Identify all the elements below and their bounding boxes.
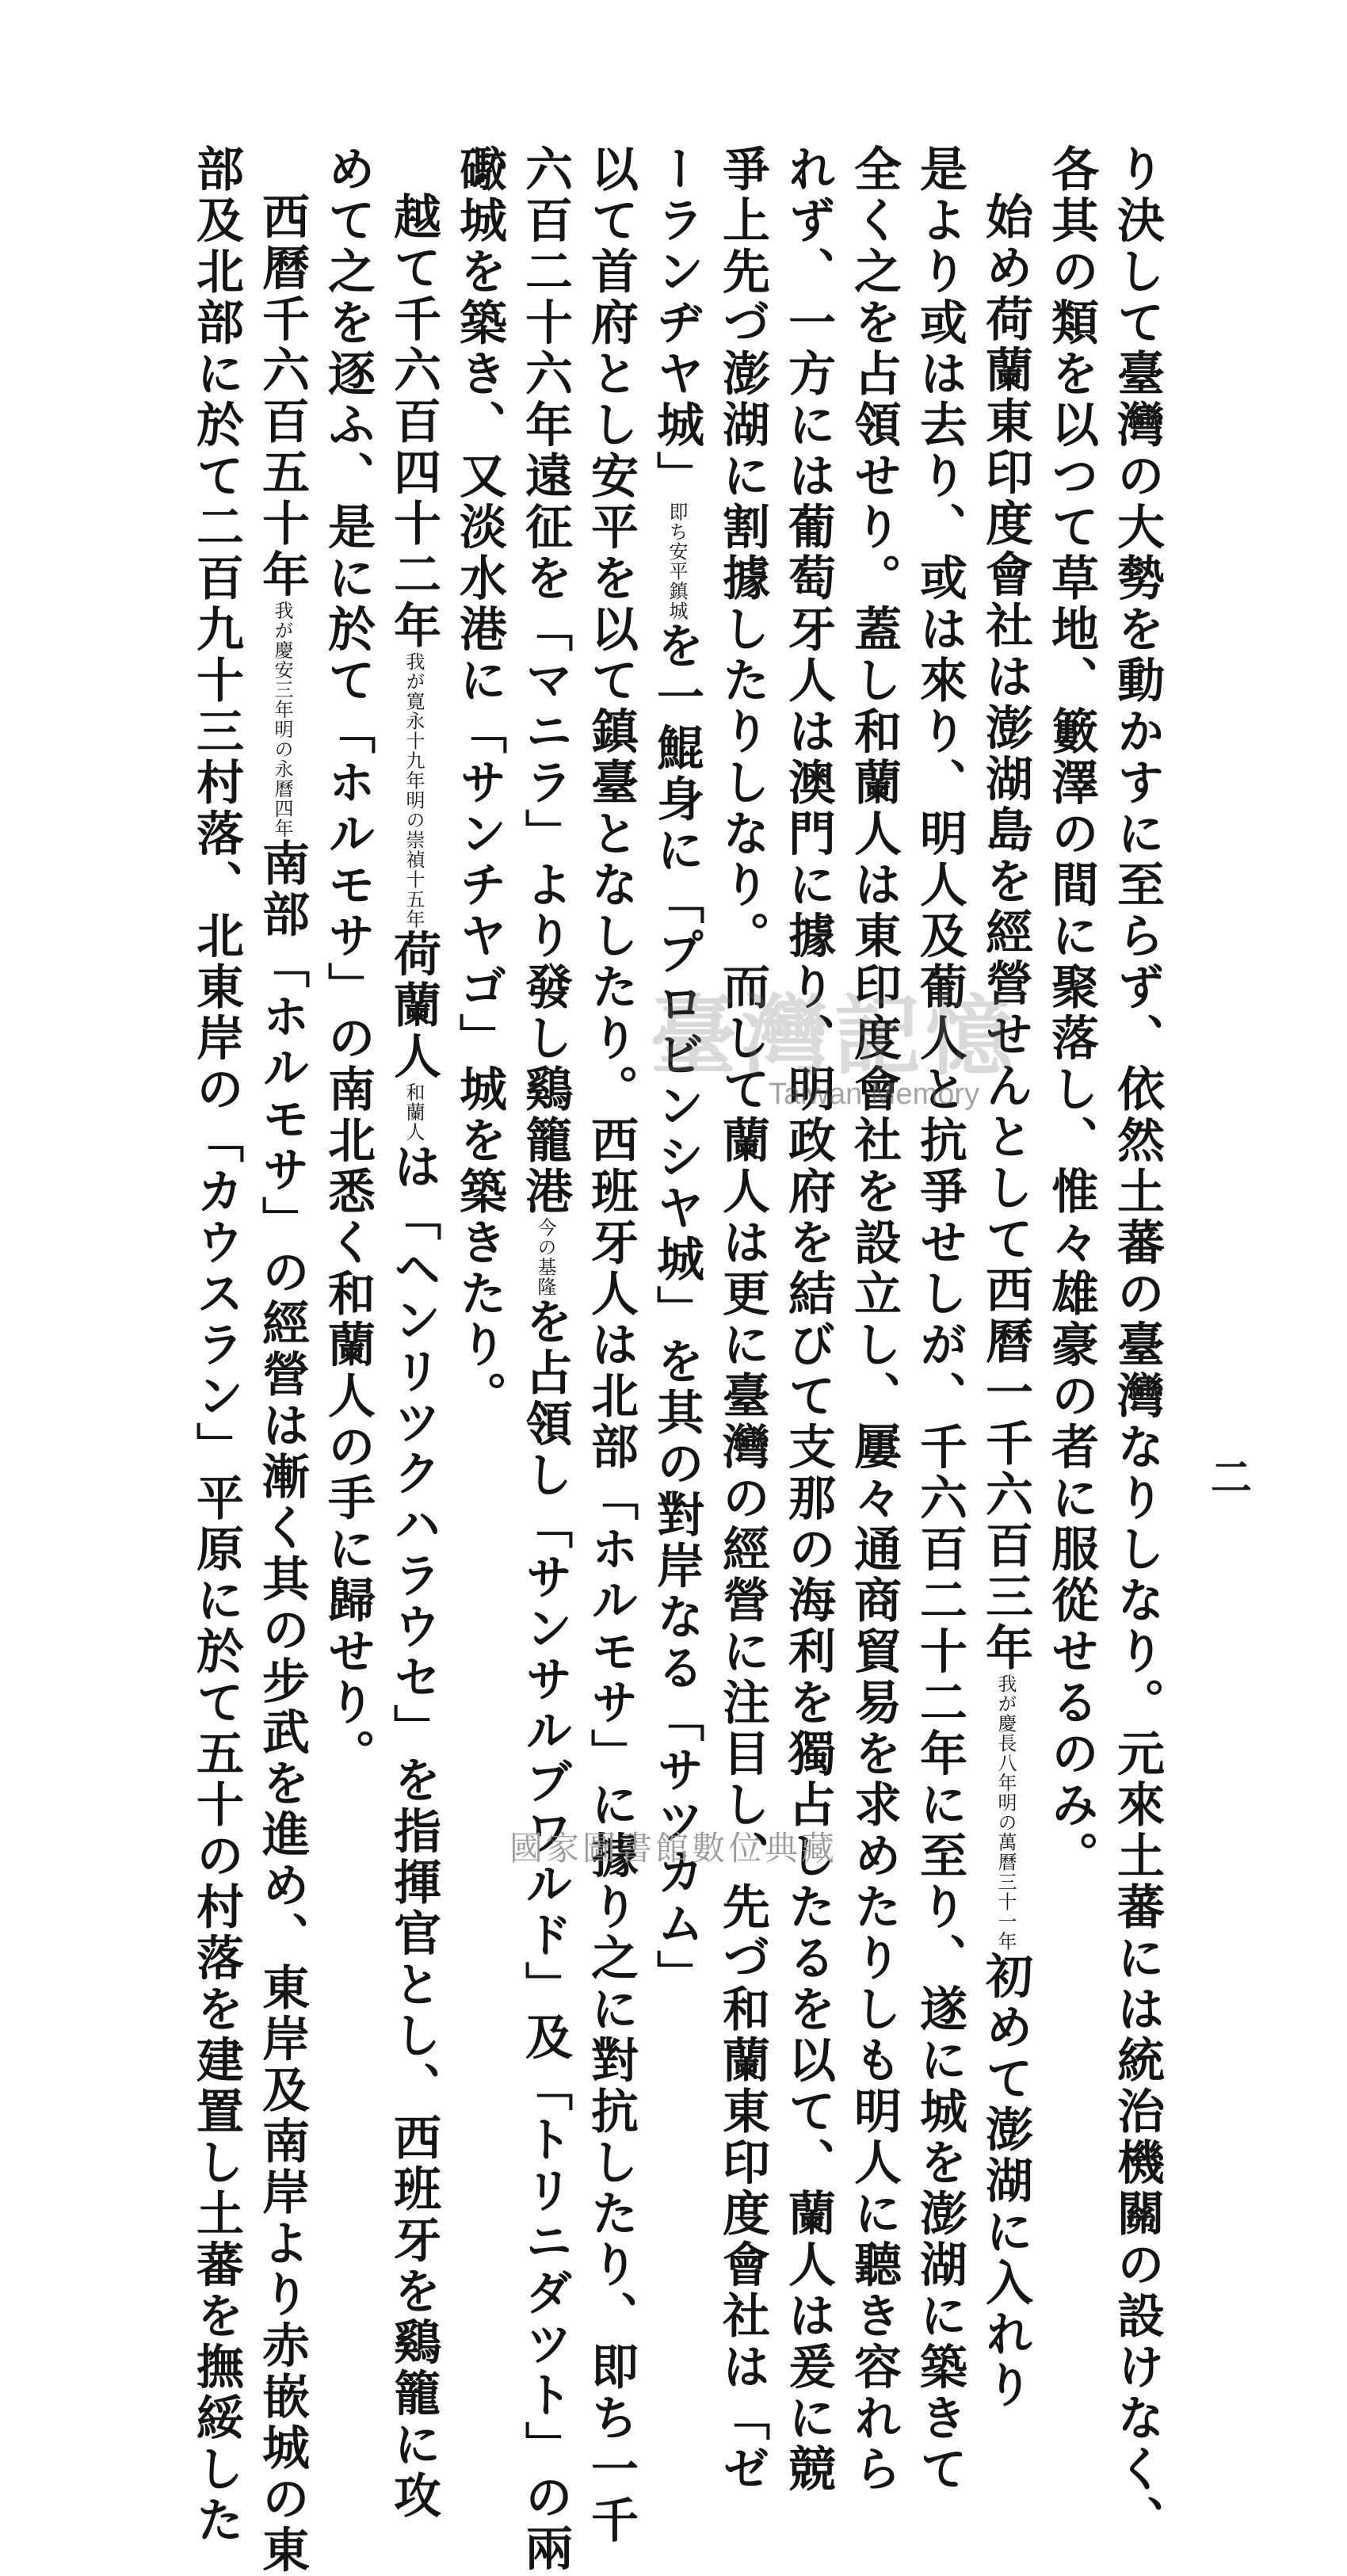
text-column-1: り決して臺灣の大勢を動かすに至らず、依然土蕃の臺灣なりしなり。元來土蕃には統治機關の設けなく、 bbox=[1109, 144, 1165, 2547]
text-column-4: 是より或は去り、或は來り、明人及葡人と抗爭せしが、千六百二十二年に至り、遂に城を澎湖に築きて bbox=[912, 144, 967, 2495]
text-column-3: 始め荷蘭東印度會社は澎湖島を經營せんとして西曆一千六百三年我が慶長八年明の萬曆三十一年初めて澎湖に入れり bbox=[978, 192, 1033, 2411]
text-column-11: 礮城を築き、又淡水港に「サンチヤゴ」城を築きたり。 bbox=[452, 144, 507, 1422]
text-column-13: めて之を逐ふ、是に於て「ホルモサ」の南北悉く和蘭人の手に歸せり。 bbox=[320, 144, 376, 1780]
text-column-14: 西曆千六百五十年我が慶安三年明の永曆四年南部「ホルモサ」の經營は漸く其の步武を進め、東岸及南岸より赤嵌城の東 bbox=[254, 192, 310, 2576]
inline-annotation: 今の基隆 bbox=[534, 1217, 556, 1297]
text-column-5: 全く之を占領せり。蓋し和蘭人は東印度會社を設立し、屢々通商貿易を求めたりしも明人に聽き容れら bbox=[846, 144, 902, 2495]
inline-annotation: 我が慶安三年明の永曆四年 bbox=[271, 601, 293, 838]
inline-annotation: 我が慶長八年明の萬曆三十一年 bbox=[994, 1673, 1017, 1952]
page-number: 二 bbox=[1211, 1454, 1253, 1502]
inline-annotation: 即ち安平鎮城 bbox=[666, 502, 688, 621]
watermark-logo: 臺灣記憶 bbox=[650, 986, 1017, 1087]
text-column-12: 越て千六百四十二年我が寛永十九年明の崇禎十五年荷蘭人和蘭人は「ヘンリツクハラウセ」を指揮官とし、西班牙を鷄籠に攻 bbox=[386, 192, 441, 2522]
watermark-subtitle: Taiwan Memory bbox=[769, 1078, 980, 1111]
text-column-9: 以て首府とし安平を以て鎮臺となしたり。西班牙人は北部「ホルモサ」に據り之に對抗したり、即ち一千 bbox=[583, 144, 639, 2547]
text-column-15: 部及北部に於て二百九十三村落、北東岸の「カウスラン」平原に於て五十の村落を建置し土蕃を撫綏した bbox=[189, 144, 244, 2547]
text-column-2: 各其の類を以つて草地、籔澤の間に聚落し、惟々雄豪の者に服從せるのみ。 bbox=[1044, 144, 1099, 1882]
text-column-7: 爭上先づ澎湖に割據したりしなり。而して蘭人は更に臺灣の經營に注目し、先づ和蘭東印度會社は「ゼ bbox=[715, 144, 770, 2495]
text-column-8: ーランヂヤ城」即ち安平鎮城を一鯤身に「プロビンシヤ城」を其の對岸なる「サツカム」 bbox=[649, 144, 704, 2001]
text-column-6: れず、一方には葡萄牙人は澳門に據り、明政府を結びて支那の海利を獨占したるを以て、蘭人は爰に競 bbox=[780, 144, 836, 2495]
footer-caption: 國家圖書館數位典藏 bbox=[509, 1829, 838, 1868]
inline-annotation: 我が寛永十九年明の崇禎十五年 bbox=[403, 651, 425, 929]
inline-annotation: 和蘭人 bbox=[403, 1082, 425, 1142]
text-column-10: 六百二十六年遠征を「マニラ」より發し鷄籠港今の基隆を占領し「サンサルブワルド」及「トリニダツト」の兩 bbox=[517, 144, 573, 2574]
